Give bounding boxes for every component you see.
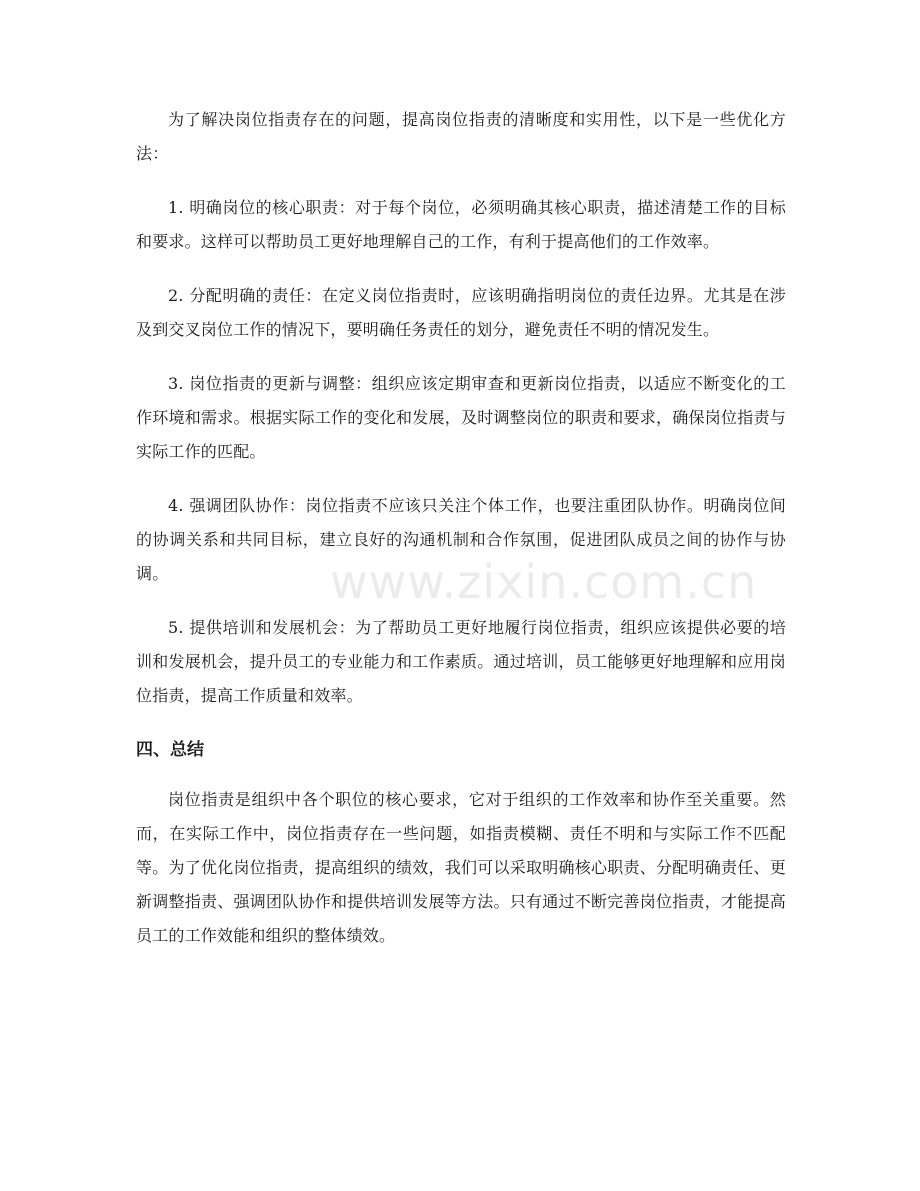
list-item: 3. 岗位指责的更新与调整：组织应该定期审查和更新岗位指责，以适应不断变化的工作环境和需求。根据实际工作的变化和发展，及时调整岗位的职责和要求，确保岗位指责与实际工作的匹配。 <box>136 374 786 461</box>
list-item: 1. 明确岗位的核心职责：对于每个岗位，必须明确其核心职责，描述清楚工作的目标和要求。这样可以帮助员工更好地理解自己的工作，有利于提高他们的工作效率。 <box>136 198 786 251</box>
intro-paragraph: 为了解决岗位指责存在的问题，提高岗位指责的清晰度和实用性，以下是一些优化方法： <box>136 110 786 163</box>
section-heading: 四、总结 <box>136 740 204 760</box>
list-item: 5. 提供培训和发展机会：为了帮助员工更好地履行岗位指责，组织应该提供必要的培训和发展机会，提升员工的专业能力和工作素质。通过培训，员工能够更好地理解和应用岗位指责，提高工作质量和效率。 <box>136 618 786 705</box>
watermark: www.zixin.com.cn <box>330 555 758 609</box>
list-item: 4. 强调团队协作：岗位指责不应该只关注个体工作，也要注重团队协作。明确岗位间的协调关系和共同目标，建立良好的沟通机制和合作氛围，促进团队成员之间的协作与协调。 <box>136 496 786 583</box>
document-body <box>136 103 786 973</box>
conclusion-paragraph: 岗位指责是组织中各个职位的核心要求，它对于组织的工作效率和协作至关重要。然而，在实际工作中，岗位指责存在一些问题，如指责模糊、责任不明和与实际工作不匹配等。为了优化岗位指责，提高组织的绩效，我们可以采取明确核心职责、分配明确责任、更新调整指责、强调团队协作和提供培训发展等方法。只有通过不断完善岗位指责，才能提高员工的工作效能和组织的整体绩效。 <box>136 790 786 945</box>
list-item: 2. 分配明确的责任：在定义岗位指责时，应该明确指明岗位的责任边界。尤其是在涉及到交叉岗位工作的情况下，要明确任务责任的划分，避免责任不明的情况发生。 <box>136 286 786 339</box>
